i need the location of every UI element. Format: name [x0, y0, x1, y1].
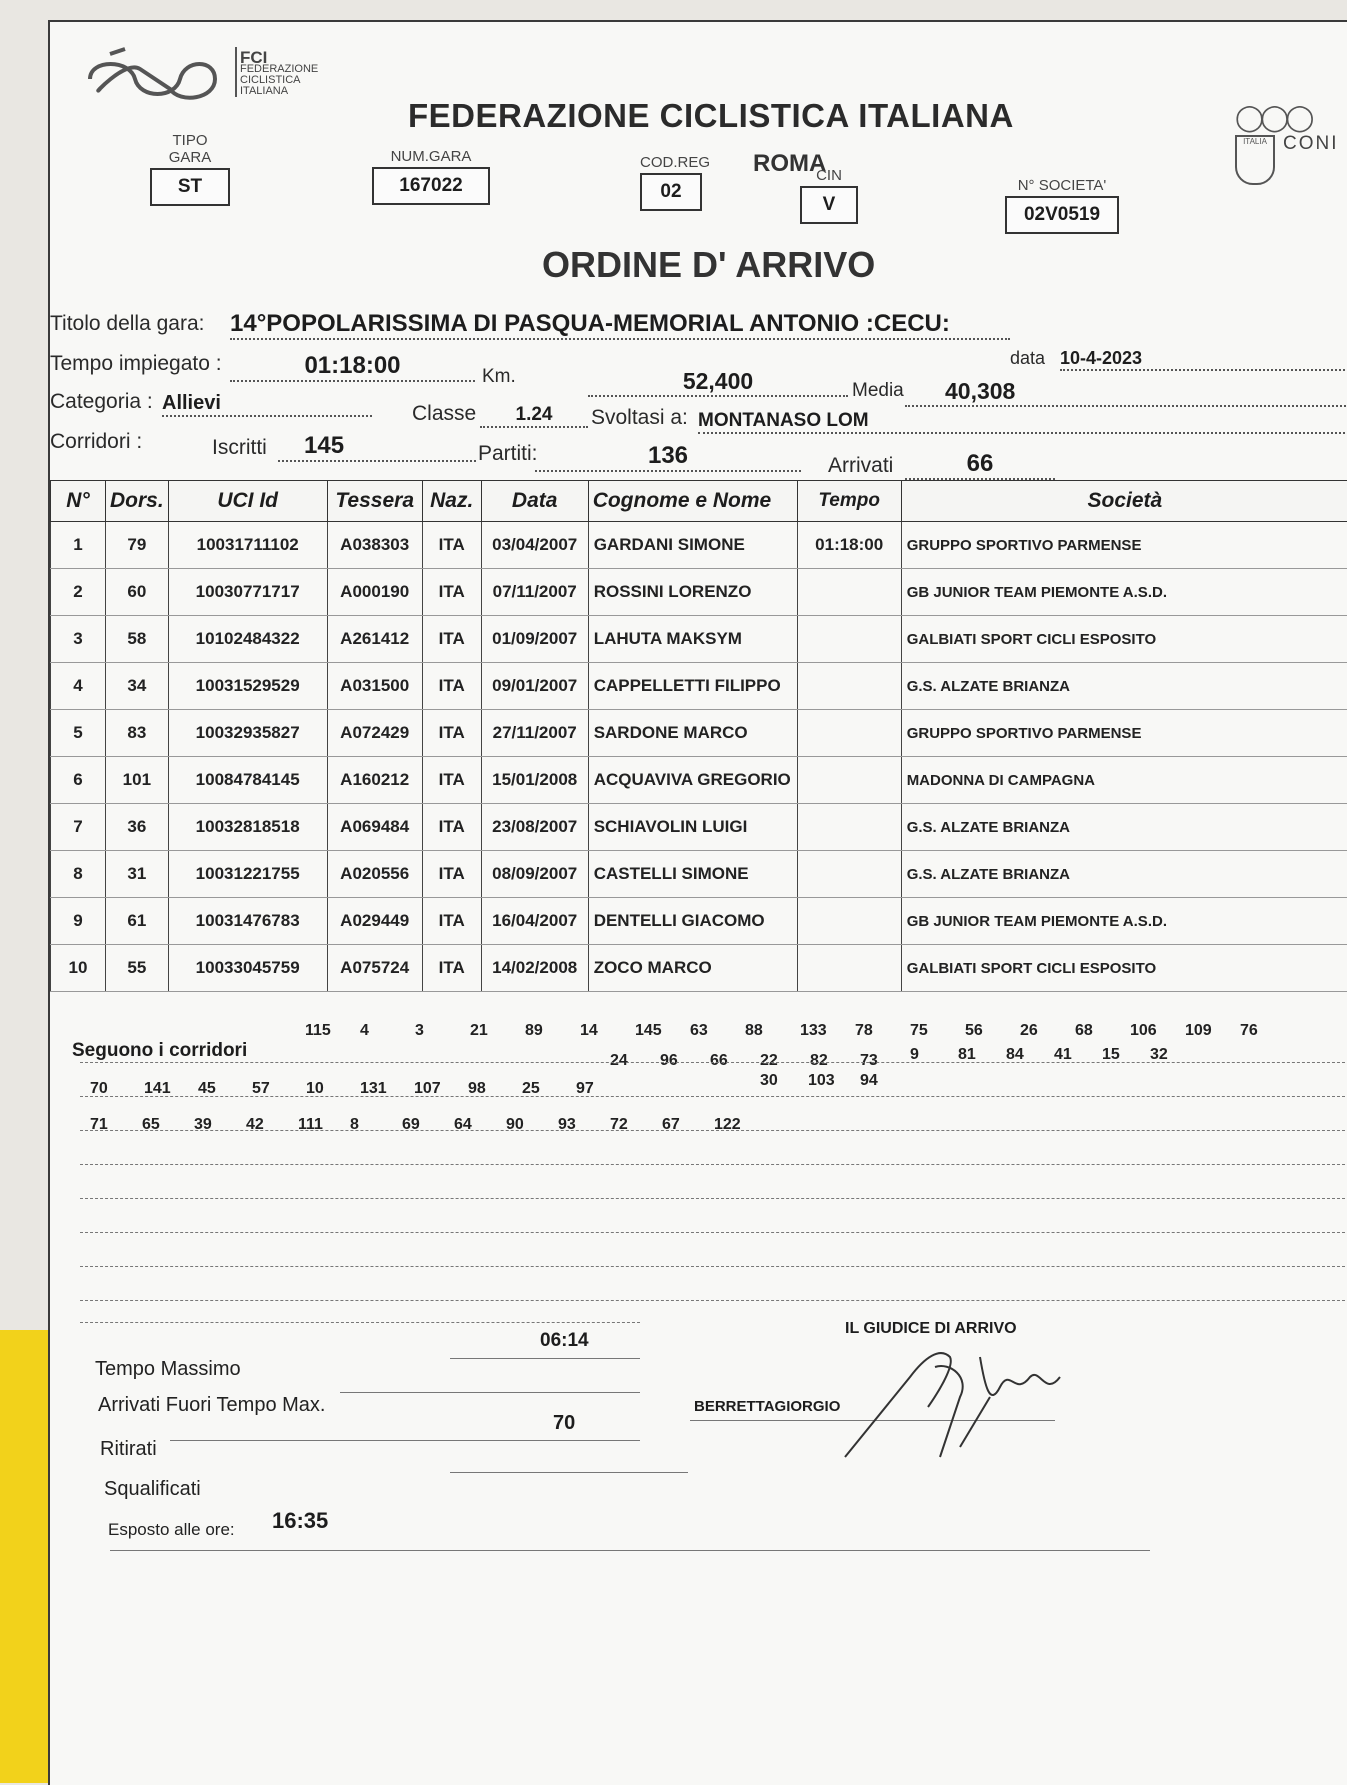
cell-time: [797, 710, 901, 757]
cell-birth-date: 09/01/2007: [481, 663, 588, 710]
cell-team: GB JUNIOR TEAM PIEMONTE A.S.D.: [901, 898, 1347, 945]
following-rider-number: 98: [468, 1080, 486, 1098]
cell-birth-date: 27/11/2007: [481, 710, 588, 757]
dotted-line: [80, 1322, 640, 1323]
following-rider-number: 24: [610, 1052, 628, 1070]
tipo-gara-box: TIPO GARA ST: [150, 132, 230, 206]
cell-naz: ITA: [422, 522, 481, 569]
fuori-tempo-value: 70: [553, 1412, 575, 1435]
following-rider-number: 9: [910, 1046, 919, 1064]
following-rider-number: 72: [610, 1116, 628, 1134]
following-rider-number: 103: [808, 1072, 835, 1090]
cell-team: GALBIATI SPORT CICLI ESPOSITO: [901, 616, 1347, 663]
partiti-value: 136: [535, 442, 801, 472]
following-rider-number: 42: [246, 1116, 264, 1134]
following-rider-number: 84: [1006, 1046, 1024, 1064]
cell-uci-id: 10032818518: [168, 804, 327, 851]
arrivati-label: Arrivati: [828, 454, 893, 478]
cell-naz: ITA: [422, 663, 481, 710]
cell-pos: 1: [51, 522, 106, 569]
cell-name: ACQUAVIVA GREGORIO: [588, 757, 797, 804]
cell-team: GALBIATI SPORT CICLI ESPOSITO: [901, 945, 1347, 992]
cell-tessera: A029449: [327, 898, 422, 945]
cell-team: GRUPPO SPORTIVO PARMENSE: [901, 710, 1347, 757]
svolta-label: Svoltasi a:: [591, 406, 688, 430]
following-rider-number: 90: [506, 1116, 524, 1134]
race-date: 10-4-2023: [1060, 348, 1347, 371]
categoria-label: Categoria :: [50, 390, 153, 414]
cell-name: CAPPELLETTI FILIPPO: [588, 663, 797, 710]
following-rider-number: 97: [576, 1080, 594, 1098]
header-naz: Naz.: [422, 481, 481, 522]
following-rider-number: 71: [90, 1116, 108, 1134]
cell-uci-id: 10030771717: [168, 569, 327, 616]
tempo-label: Tempo impiegato :: [50, 352, 222, 376]
cell-birth-date: 16/04/2007: [481, 898, 588, 945]
table-row: [51, 710, 1347, 757]
following-rider-number: 45: [198, 1080, 216, 1098]
document-title: ORDINE D' ARRIVO: [542, 244, 875, 286]
cell-tessera: A000190: [327, 569, 422, 616]
following-rider-number: 94: [860, 1072, 878, 1090]
following-rider-number: 26: [1020, 1022, 1038, 1040]
partiti-label: Partiti:: [478, 442, 538, 466]
coni-shield-icon: ITALIA: [1235, 135, 1275, 185]
cell-name: CASTELLI SIMONE: [588, 851, 797, 898]
following-rider-number: 115: [305, 1022, 331, 1040]
cod-reg-box: COD.REG 02: [640, 154, 702, 211]
dotted-line: [80, 1062, 1345, 1063]
cell-time: [797, 898, 901, 945]
following-rider-number: 66: [710, 1052, 728, 1070]
following-rider-number: 14: [580, 1022, 598, 1040]
categoria-value: Allievi: [162, 392, 372, 417]
results-table: [50, 480, 1347, 992]
following-rider-number: 82: [810, 1052, 828, 1070]
cell-time: 01:18:00: [797, 522, 901, 569]
following-rider-number: 89: [525, 1022, 543, 1040]
following-rider-number: 10: [306, 1080, 324, 1098]
cell-time: [797, 616, 901, 663]
table-row: [51, 569, 1347, 616]
cell-birth-date: 15/01/2008: [481, 757, 588, 804]
cell-uci-id: 10031711102: [168, 522, 327, 569]
cell-uci-id: 10031529529: [168, 663, 327, 710]
cell-tessera: A072429: [327, 710, 422, 757]
cell-uci-id: 10084784145: [168, 757, 327, 804]
km-label: Km.: [482, 366, 516, 388]
following-rider-number: 109: [1185, 1022, 1212, 1040]
header-tessera: Tessera: [327, 481, 422, 522]
following-rider-number: 68: [1075, 1022, 1093, 1040]
following-rider-number: 133: [800, 1022, 827, 1040]
following-rider-number: 107: [414, 1080, 441, 1098]
esposto-value: 16:35: [272, 1508, 328, 1534]
cell-team: GRUPPO SPORTIVO PARMENSE: [901, 522, 1347, 569]
logo-divider: [235, 47, 237, 97]
following-rider-number: 25: [522, 1080, 540, 1098]
cell-naz: ITA: [422, 945, 481, 992]
seguono-label: Seguono i corridori: [72, 1040, 247, 1062]
squalificati-line: [450, 1472, 688, 1473]
cell-naz: ITA: [422, 616, 481, 663]
cell-naz: ITA: [422, 710, 481, 757]
fuori-tempo-label: Arrivati Fuori Tempo Max.: [98, 1394, 325, 1417]
coni-logo: ◯◯◯ ITALIA CONI: [1235, 102, 1339, 185]
following-rider-number: 93: [558, 1116, 576, 1134]
cell-tessera: A020556: [327, 851, 422, 898]
header-tempo: Tempo: [797, 481, 901, 522]
cell-name: SARDONE MARCO: [588, 710, 797, 757]
ritirati-label: Ritirati: [100, 1438, 157, 1461]
table-row: [51, 616, 1347, 663]
giudice-label: IL GIUDICE DI ARRIVO: [845, 1320, 1017, 1338]
cell-tessera: A069484: [327, 804, 422, 851]
tempo-massimo-line: [450, 1358, 640, 1359]
dotted-line: [80, 1130, 1345, 1131]
cell-pos: 3: [51, 616, 106, 663]
tempo-massimo-label: Tempo Massimo: [95, 1358, 241, 1381]
cell-time: [797, 851, 901, 898]
table-header-row: [51, 481, 1347, 522]
table-row: [51, 945, 1347, 992]
cell-naz: ITA: [422, 569, 481, 616]
following-rider-number: 73: [860, 1052, 878, 1070]
classe-label: Classe: [412, 402, 476, 426]
cell-pos: 6: [51, 757, 106, 804]
fci-small-text: FCI FEDERAZIONE CICLISTICA ITALIANA: [240, 52, 318, 97]
cell-name: ROSSINI LORENZO: [588, 569, 797, 616]
following-rider-number: 64: [454, 1116, 472, 1134]
following-rider-number: 76: [1240, 1022, 1258, 1040]
cell-pos: 8: [51, 851, 106, 898]
bottom-line: [110, 1550, 1150, 1551]
dotted-line: [80, 1198, 1345, 1199]
ritirati-line: [170, 1440, 640, 1441]
cell-dorsal: 58: [106, 616, 169, 663]
header-societa: Società: [901, 481, 1347, 522]
header-dors: Dors.: [106, 481, 169, 522]
cell-team: G.S. ALZATE BRIANZA: [901, 851, 1347, 898]
cell-dorsal: 61: [106, 898, 169, 945]
dotted-line: [80, 1266, 1345, 1267]
km-value: 52,400: [588, 368, 848, 397]
cell-birth-date: 03/04/2007: [481, 522, 588, 569]
societa-box: N° SOCIETA' 02V0519: [1005, 177, 1119, 234]
cell-team: MADONNA DI CAMPAGNA: [901, 757, 1347, 804]
cell-uci-id: 10031476783: [168, 898, 327, 945]
following-rider-number: 75: [910, 1022, 928, 1040]
following-rider-number: 21: [470, 1022, 488, 1040]
cell-birth-date: 01/09/2007: [481, 616, 588, 663]
cell-time: [797, 945, 901, 992]
cell-naz: ITA: [422, 898, 481, 945]
cell-pos: 7: [51, 804, 106, 851]
cell-birth-date: 08/09/2007: [481, 851, 588, 898]
following-rider-number: 96: [660, 1052, 678, 1070]
cell-name: DENTELLI GIACOMO: [588, 898, 797, 945]
dotted-line: [80, 1096, 1345, 1097]
cell-naz: ITA: [422, 804, 481, 851]
table-row: [51, 851, 1347, 898]
header-n: N°: [51, 481, 106, 522]
cell-pos: 4: [51, 663, 106, 710]
cell-naz: ITA: [422, 851, 481, 898]
following-rider-number: 67: [662, 1116, 680, 1134]
cell-dorsal: 55: [106, 945, 169, 992]
header-data: Data: [481, 481, 588, 522]
cell-tessera: A075724: [327, 945, 422, 992]
corridori-label: Corridori :: [50, 430, 142, 454]
following-rider-number: 81: [958, 1046, 976, 1064]
cell-dorsal: 101: [106, 757, 169, 804]
cell-birth-date: 07/11/2007: [481, 569, 588, 616]
cell-time: [797, 757, 901, 804]
cell-name: LAHUTA MAKSYM: [588, 616, 797, 663]
num-gara-box: NUM.GARA 167022: [372, 148, 490, 205]
cell-dorsal: 83: [106, 710, 169, 757]
following-rider-number: 30: [760, 1072, 778, 1090]
iscritti-label: Iscritti: [212, 436, 267, 460]
following-rider-number: 65: [142, 1116, 160, 1134]
cell-tessera: A261412: [327, 616, 422, 663]
following-rider-number: 15: [1102, 1046, 1120, 1064]
judge-signature: [840, 1317, 1070, 1467]
data-label: data: [1010, 348, 1045, 369]
fci-bike-logo: [80, 44, 220, 114]
cell-dorsal: 60: [106, 569, 169, 616]
cell-birth-date: 23/08/2007: [481, 804, 588, 851]
following-rider-number: 56: [965, 1022, 983, 1040]
svolta-value: MONTANASO LOM: [698, 410, 1347, 434]
table-row: [51, 522, 1347, 569]
cell-team: G.S. ALZATE BRIANZA: [901, 804, 1347, 851]
media-label: Media: [852, 380, 904, 402]
olympic-rings-icon: ◯◯◯: [1235, 102, 1339, 133]
fuori-tempo-line: [340, 1392, 640, 1393]
following-rider-number: 131: [360, 1080, 387, 1098]
tempo-massimo-value: 06:14: [540, 1330, 589, 1352]
iscritti-value: 145: [278, 432, 476, 462]
squalificati-label: Squalificati: [104, 1478, 201, 1501]
arrivati-value: 66: [905, 450, 1055, 480]
cell-tessera: A160212: [327, 757, 422, 804]
following-rider-number: 4: [360, 1022, 369, 1040]
cell-dorsal: 79: [106, 522, 169, 569]
dotted-line: [80, 1232, 1345, 1233]
federation-title: FEDERAZIONE CICLISTICA ITALIANA: [408, 97, 1014, 135]
following-rider-number: 41: [1054, 1046, 1072, 1064]
arrival-order-sheet: [48, 20, 1347, 1785]
cell-uci-id: 10102484322: [168, 616, 327, 663]
following-rider-number: 39: [194, 1116, 212, 1134]
cell-birth-date: 14/02/2008: [481, 945, 588, 992]
dotted-line: [80, 1300, 1345, 1301]
following-rider-number: 88: [745, 1022, 763, 1040]
media-value: 40,308: [905, 378, 1347, 407]
cell-time: [797, 804, 901, 851]
following-rider-number: 63: [690, 1022, 708, 1040]
header-uci-id: UCI Id: [168, 481, 327, 522]
esposto-label: Esposto alle ore:: [108, 1520, 235, 1540]
cell-time: [797, 569, 901, 616]
cell-naz: ITA: [422, 757, 481, 804]
city-name: ROMA: [753, 150, 826, 178]
cell-pos: 10: [51, 945, 106, 992]
table-row: [51, 804, 1347, 851]
table-row: [51, 898, 1347, 945]
cell-name: SCHIAVOLIN LUIGI: [588, 804, 797, 851]
cell-name: ZOCO MARCO: [588, 945, 797, 992]
cell-name: GARDANI SIMONE: [588, 522, 797, 569]
table-row: [51, 663, 1347, 710]
following-rider-number: 3: [415, 1022, 424, 1040]
cell-uci-id: 10033045759: [168, 945, 327, 992]
cell-uci-id: 10031221755: [168, 851, 327, 898]
cell-dorsal: 36: [106, 804, 169, 851]
giudice-name: BERRETTAGIORGIO: [694, 1398, 840, 1415]
cell-team: GB JUNIOR TEAM PIEMONTE A.S.D.: [901, 569, 1347, 616]
following-rider-number: 22: [760, 1052, 778, 1070]
following-rider-number: 122: [714, 1116, 741, 1134]
classe-value: 1.24: [480, 404, 588, 428]
cell-tessera: A038303: [327, 522, 422, 569]
following-rider-number: 106: [1130, 1022, 1157, 1040]
following-rider-number: 57: [252, 1080, 270, 1098]
header-cognome-nome: Cognome e Nome: [588, 481, 797, 522]
cell-pos: 2: [51, 569, 106, 616]
following-rider-number: 78: [855, 1022, 873, 1040]
cell-time: [797, 663, 901, 710]
dotted-line: [80, 1164, 1345, 1165]
following-rider-number: 69: [402, 1116, 420, 1134]
cell-team: G.S. ALZATE BRIANZA: [901, 663, 1347, 710]
following-rider-number: 70: [90, 1080, 108, 1098]
following-rider-number: 145: [635, 1022, 662, 1040]
cell-uci-id: 10032935827: [168, 710, 327, 757]
cin-box: CIN V: [800, 167, 858, 224]
cell-dorsal: 31: [106, 851, 169, 898]
following-rider-number: 8: [350, 1116, 359, 1134]
following-rider-number: 32: [1150, 1046, 1168, 1064]
cell-pos: 5: [51, 710, 106, 757]
cell-pos: 9: [51, 898, 106, 945]
table-row: [51, 757, 1347, 804]
cell-tessera: A031500: [327, 663, 422, 710]
tempo-value: 01:18:00: [230, 352, 475, 382]
following-rider-number: 111: [298, 1116, 323, 1134]
cell-dorsal: 34: [106, 663, 169, 710]
titolo-label: Titolo della gara:: [50, 312, 204, 336]
race-title: 14°POPOLARISSIMA DI PASQUA-MEMORIAL ANTONIO :CECU:: [230, 310, 1010, 340]
following-rider-number: 141: [144, 1080, 171, 1098]
